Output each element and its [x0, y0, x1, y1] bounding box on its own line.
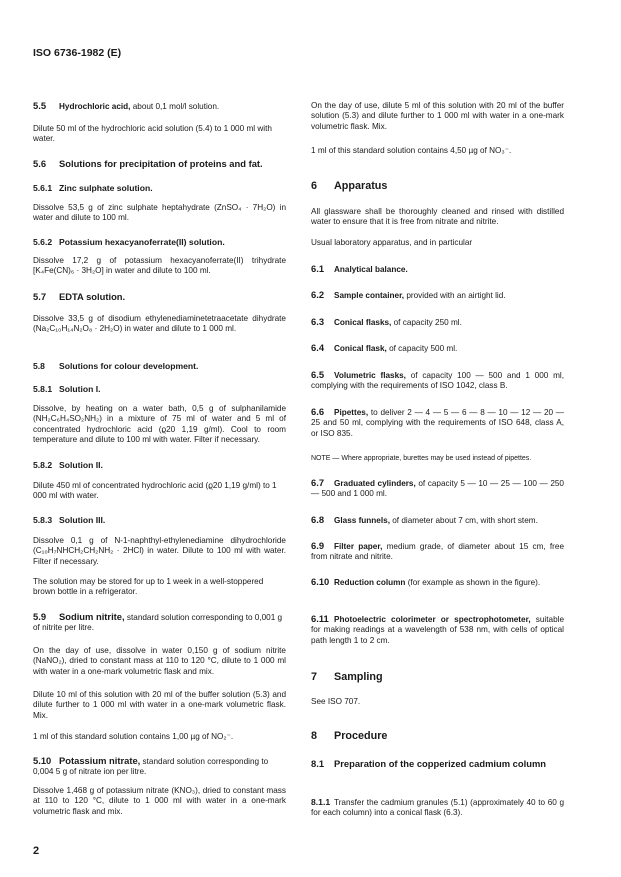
section-6-9-heading: 6.9 Filter paper, medium grade, of diameter about 15 cm, free from nitrate and nitrite.: [311, 540, 564, 562]
section-5-10-text: Dissolve 1,468 g of potassium nitrate (KNO₃), dried to constant mass at 110 to 120 °C, dilute to 1 000 ml with water in a one-mark volumetric flask and mix.: [33, 786, 286, 816]
section-7-heading: 7 Sampling: [311, 671, 383, 683]
section-6-3-heading: 6.3 Conical flasks, of capacity 250 ml.: [311, 316, 462, 327]
continued-text: On the day of use, dilute 5 ml of this solution with 20 ml of the buffer solution (5.3) and dilute further to 1 000 ml with water in a one-mark volumetric flask. Mix.: [311, 101, 564, 131]
section-5-8-2-text: Dilute 450 ml of concentrated hydrochloric acid (ϱ20 1,19 g/ml) to 1 000 ml with water.: [33, 481, 277, 501]
section-5-6-heading: 5.6 Solutions for precipitation of proteins and fat.: [33, 158, 263, 169]
section-5-5-text: Dilute 50 ml of the hydrochloric acid solution (5.4) to 1 000 ml with water.: [33, 124, 272, 144]
section-5-5-heading: 5.5 Hydrochloric acid, about 0,1 mol/l solution.: [33, 100, 220, 111]
section-5-6-1-text: Dissolve 53,5 g of zinc sulphate heptahydrate (ZnSO₄ · 7H₂O) in water and dilute to 100 ml.: [33, 203, 286, 223]
section-5-8-3-text: Dissolve 0,1 g of N-1-naphthyl-ethylenediamine dihydrochloride (C₁₀H₇NHCH₂CH₂NH₂ · 2HCl) in water. Dilute to 100 ml with water. Filter if necessary.: [33, 536, 286, 566]
section-6-4-heading: 6.4 Conical flask, of capacity 500 ml.: [311, 342, 458, 353]
section-6-6-heading: 6.6 Pipettes, to deliver 2 — 4 — 5 — 6 — 8 — 10 — 12 — 20 — 25 and 50 ml, complying with the requirements of ISO 648, class A, or ISO 835.: [311, 406, 564, 438]
section-5-8-3-heading: 5.8.3 Solution III.: [33, 515, 106, 525]
section-6-8-heading: 6.8 Glass funnels, of diameter about 7 cm, with short stem.: [311, 514, 538, 525]
page-number: 2: [33, 845, 40, 857]
section-5-6-1-heading: 5.6.1 Zinc sulphate solution.: [33, 183, 153, 193]
document-header: ISO 6736-1982 (E): [33, 47, 122, 59]
section-6-heading: 6 Apparatus: [311, 180, 388, 192]
section-6-text-1: All glassware shall be thoroughly cleaned and rinsed with distilled water to ensure that it is free from nitrate and nitrite.: [311, 207, 564, 227]
section-5-9-text-1: On the day of use, dissolve in water 0,150 g of sodium nitrite (NaNO₂), dried to constant mass at 110 to 120 °C, dilute to 1 000 ml with water in a one-mark volumetric flask and mix.: [33, 646, 286, 676]
section-5-9-text-2: Dilute 10 ml of this solution with 20 ml of the buffer solution (5.3) and dilute further to 1 000 ml with water in a one-mark volumetric flask. Mix.: [33, 690, 286, 720]
section-5-8-1-text: Dissolve, by heating on a water bath, 0,5 g of sulphanilamide (NH₂C₆H₄SO₂NH₂) in a mixture of 75 ml of water and 5 ml of concentrated hydrochloric acid (ϱ20 1,19 g/ml). Cool to room temperature and dilute to 100 ml with water. Filter if necessary.: [33, 404, 286, 445]
section-5-10-heading: 5.10 Potassium nitrate, standard solution corresponding to 0,004 5 g of nitrate ion per litre.: [33, 755, 269, 777]
section-5-7-heading: 5.7 EDTA solution.: [33, 291, 126, 302]
section-5-8-3-storage-text: The solution may be stored for up to 1 week in a well-stoppered brown bottle in a refrigerator.: [33, 577, 264, 597]
section-6-5-heading: 6.5 Volumetric flasks, of capacity 100 — 500 and 1 000 ml, complying with the requirements of ISO 1042, class B.: [311, 369, 564, 391]
section-5-8-heading: 5.8 Solutions for colour development.: [33, 361, 199, 371]
section-5-6-2-text: Dissolve 17,2 g of potassium hexacyanoferrate(II) trihydrate [K₄Fe(CN)₆ · 3H₂O] in water and dilute to 100 ml.: [33, 256, 286, 276]
continued-text-2: 1 ml of this standard solution contains 4,50 µg of NO₃⁻.: [311, 146, 512, 155]
section-8-1-heading: 8.1 Preparation of the copperized cadmium column: [311, 758, 547, 769]
section-6-2-heading: 6.2 Sample container, provided with an airtight lid.: [311, 289, 506, 300]
section-5-7-text: Dissolve 33,5 g of disodium ethylenediaminetetraacetate dihydrate (Na₂C₁₀H₁₄N₂O₈ · 2H₂O) in water and dilute to 1 000 ml.: [33, 314, 286, 334]
section-6-7-heading: 6.7 Graduated cylinders, of capacity 5 — 10 — 25 — 100 — 250 — 500 and 1 000 ml.: [311, 477, 564, 499]
section-5-8-1-heading: 5.8.1 Solution I.: [33, 384, 101, 394]
section-6-6-note: NOTE — Where appropriate, burettes may be used instead of pipettes.: [311, 455, 532, 462]
section-6-10-heading: 6.10 Reduction column (for example as shown in the figure).: [311, 576, 541, 587]
section-6-11-heading: 6.11 Photoelectric colorimeter or spectrophotometer, suitable for making readings at a wavelength of 538 nm, with cells of optical path length 1 to 2 cm.: [311, 613, 565, 645]
section-5-9-heading: 5.9 Sodium nitrite, standard solution corresponding to 0,001 g of nitrite per litre.: [33, 611, 283, 633]
section-8-1-1-text: 8.1.1 Transfer the cadmium granules (5.1) (approximately 40 to 60 g for each column) into a conical flask (6.3).: [311, 797, 564, 818]
section-6-text-2: Usual laboratory apparatus, and in particular: [311, 238, 473, 247]
section-8-heading: 8 Procedure: [311, 730, 388, 742]
section-5-8-2-heading: 5.8.2 Solution II.: [33, 460, 103, 470]
section-5-6-2-heading: 5.6.2 Potassium hexacyanoferrate(II) solution.: [33, 237, 225, 247]
section-7-text: See ISO 707.: [311, 697, 361, 706]
section-5-9-text-3: 1 ml of this standard solution contains 1,00 µg of NO₂⁻.: [33, 732, 234, 741]
section-6-1-heading: 6.1 Analytical balance.: [311, 263, 408, 274]
